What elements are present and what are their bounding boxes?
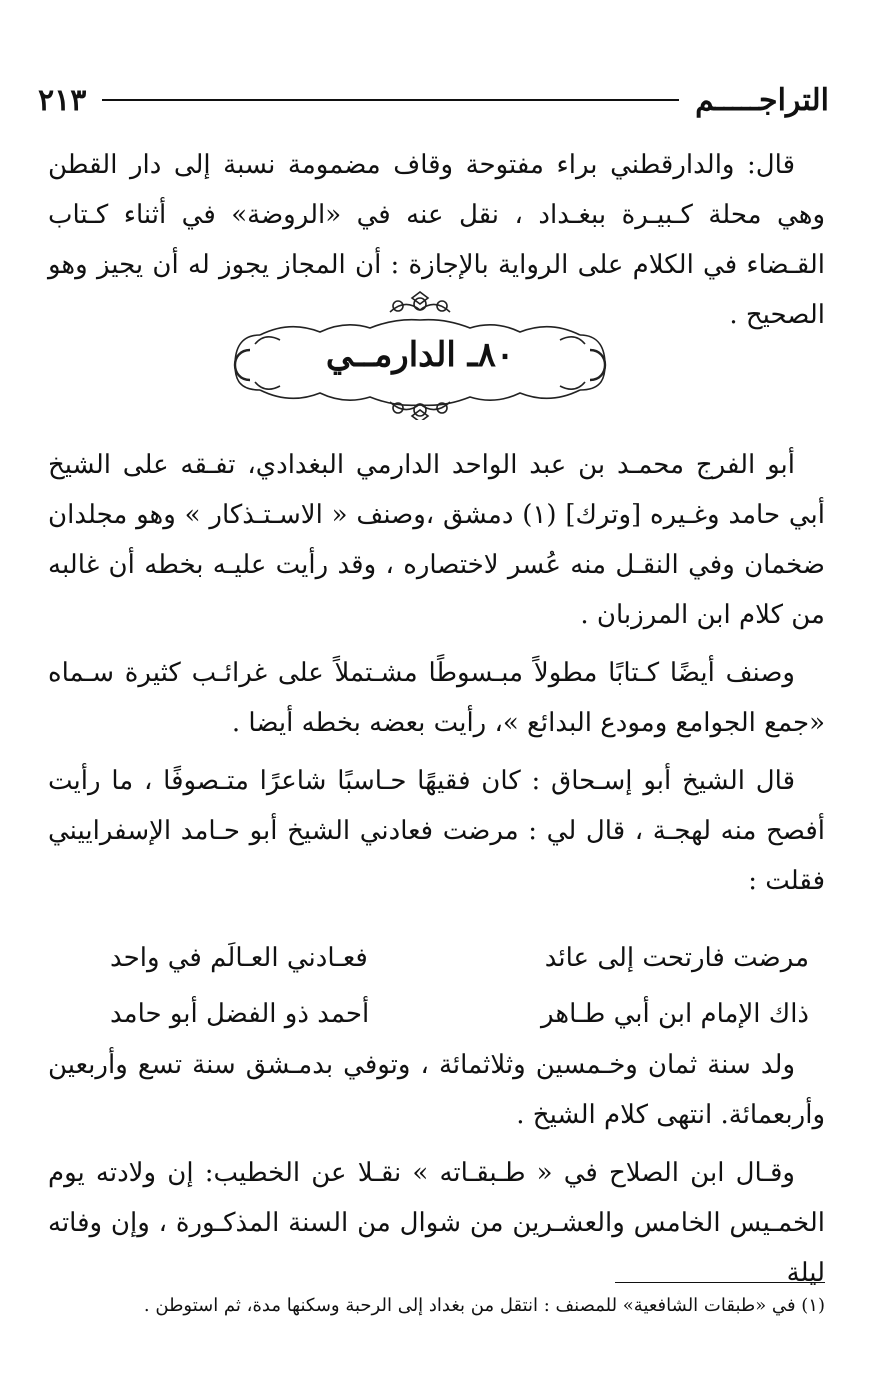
paragraph: وقـال ابن الصلاح في « طـبقـاته » نقـلا عن الخطيب: إن ولادته يوم الخمـيس الخامس والعشـرين من شوال من السنة المذكـورة ، وإن وفاته ليلة [48, 1158, 825, 1288]
paragraph: قال الشيخ أبو إسـحاق : كان فقيهًا حـاسبًا شاعرًا متـصوفًا ، ما رأيت أفصح منه لهجـة ، قال لي : مرضت فعادني الشيخ أبو حـامد الإسفراييني فقلت : [48, 766, 825, 896]
poem-verses [110, 930, 809, 1042]
paragraph: ولد سنة ثمان وخـمسين وثلاثمائة ، وتوفي بدمـشق سنة تسع وأربعين وأربعمائة. انتهى كلام الشيخ . [48, 1050, 825, 1130]
verse-line [110, 986, 809, 1042]
verse-first-hemistich: مرضت فارتحت إلى عائد [544, 943, 809, 973]
verse-line [110, 930, 809, 986]
paragraph: وصنف أيضًا كـتابًا مطولاً مبـسوطًا مشـتملاً على غرائـب كثيرة سـماه «جمع الجوامع ومودع البدائع »، رأيت بعضه بخطه أيضا . [48, 658, 825, 738]
verse-second-hemistich: أحمد ذو الفضل أبو حامد [110, 999, 370, 1029]
page-header [38, 78, 829, 122]
paragraph: قال: والدارقطني براء مفتوحة وقاف مضمومة نسبة إلى دار القطن وهي محلة كـبيـرة ببغـداد ، نقل عنه في «الروضة» في أثناء كـتاب القـضاء في الكلام على الرواية بالإجازة : أن المجاز يجوز له أن يجيز وهو الصحيح . [48, 150, 825, 330]
page-number: ٢١٣ [38, 82, 87, 118]
header-rule [102, 99, 679, 101]
footnote-separator [615, 1282, 825, 1283]
verse-first-hemistich: ذاك الإمام ابن أبي طـاهر [541, 999, 809, 1029]
paragraph: أبو الفرج محمـد بن عبد الواحد الدارمي البغدادي، تفـقه على الشيخ أبي حامد وغـيره [وترك] (١) دمشق ،وصنف « الاسـتـذكار » وهو مجلدان ضخمان وفي النقـل منه عُسر لاختصاره ، وقد رأيت عليـه بخطه أن غالبه من كلام ابن المرزبان . [48, 450, 825, 630]
verse-second-hemistich: فعـادني العـالَم في واحد [110, 943, 368, 973]
main-paragraph-block [48, 440, 825, 914]
entry-title: ٨٠ـ الدارمــي [325, 335, 515, 375]
footnote: (١) في «طبقات الشافعية» للمصنف : انتقل من بغداد إلى الرحبة وسكنها مدة، ثم استوطن . [143, 1295, 825, 1316]
entry-title-ornament [220, 290, 620, 420]
running-title: التراجـــــم [695, 82, 829, 118]
closing-paragraph-block [48, 1040, 825, 1306]
